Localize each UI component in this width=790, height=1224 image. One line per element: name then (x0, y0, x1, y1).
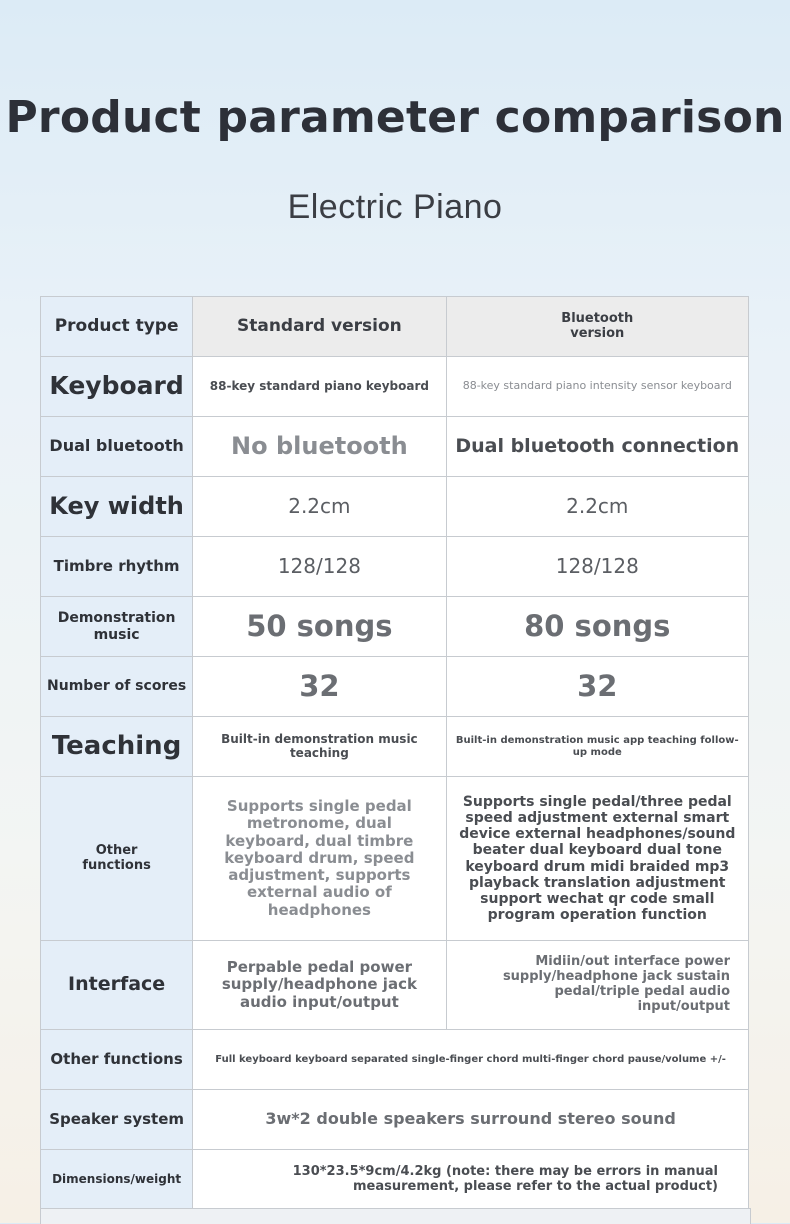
keyboard-standard: 88-key standard piano keyboard (193, 357, 446, 417)
row-label-dimensions-weight: Dimensions/weight (41, 1150, 193, 1210)
table-row (41, 597, 749, 657)
row-label-dual-bluetooth: Dual bluetooth (41, 417, 193, 477)
dimensions-weight-shared: 130*23.5*9cm/4.2kg (note: there may be errors in manual measurement, please refer to the actual product) (193, 1150, 749, 1210)
header-label: Product type (41, 297, 193, 357)
interface-standard: Perpable pedal power supply/headphone jack audio input/output (193, 941, 446, 1030)
table-bottom-edge (40, 1208, 751, 1224)
dual-bluetooth-bluetooth: Dual bluetooth connection (446, 417, 748, 477)
table-row (41, 417, 749, 477)
row-label-demonstration-music: Demonstration music (41, 597, 193, 657)
speaker-system-shared: 3w*2 double speakers surround stereo sound (193, 1090, 749, 1150)
header-standard: Standard version (193, 297, 446, 357)
row-label-interface: Interface (41, 941, 193, 1030)
timbre-rhythm-bluetooth: 128/128 (446, 537, 748, 597)
row-label-timbre-rhythm: Timbre rhythm (41, 537, 193, 597)
demonstration-music-standard: 50 songs (193, 597, 446, 657)
teaching-bluetooth: Built-in demonstration music app teaching follow-up mode (446, 717, 748, 777)
table-header-row (41, 297, 749, 357)
table-row (41, 537, 749, 597)
interface-bluetooth: Midiin/out interface power supply/headphone jack sustain pedal/triple pedal audio input/output (446, 941, 748, 1030)
table-row (41, 1150, 749, 1210)
row-label-key-width: Key width (41, 477, 193, 537)
table-row (41, 357, 749, 417)
table-row (41, 941, 749, 1030)
number-of-scores-bluetooth: 32 (446, 657, 748, 717)
row-label-other-functions-1: Other functions (41, 777, 193, 941)
page-subtitle: Electric Piano (287, 188, 503, 226)
comparison-table (40, 296, 749, 1210)
number-of-scores-standard: 32 (193, 657, 446, 717)
row-label-other-functions-2: Other functions (41, 1030, 193, 1090)
other-functions-standard: Supports single pedal metronome, dual keyboard, dual timbre keyboard drum, speed adjustment, supports external audio of headphones (193, 777, 446, 941)
teaching-standard: Built-in demonstration music teaching (193, 717, 446, 777)
key-width-bluetooth: 2.2cm (446, 477, 748, 537)
table-row (41, 477, 749, 537)
table-row (41, 1030, 749, 1090)
keyboard-bluetooth: 88-key standard piano intensity sensor keyboard (446, 357, 748, 417)
dual-bluetooth-standard: No bluetooth (193, 417, 446, 477)
key-width-standard: 2.2cm (193, 477, 446, 537)
table-row (41, 1090, 749, 1150)
row-label-number-of-scores: Number of scores (41, 657, 193, 717)
row-label-speaker-system: Speaker system (41, 1090, 193, 1150)
row-label-keyboard: Keyboard (41, 357, 193, 417)
demonstration-music-bluetooth: 80 songs (446, 597, 748, 657)
table-row (41, 717, 749, 777)
timbre-rhythm-standard: 128/128 (193, 537, 446, 597)
header-bluetooth: Bluetooth version (446, 297, 748, 357)
other-functions-shared: Full keyboard keyboard separated single-finger chord multi-finger chord pause/volume +/- (193, 1030, 749, 1090)
page-title: Product parameter comparison (5, 92, 785, 143)
row-label-teaching: Teaching (41, 717, 193, 777)
table-row (41, 657, 749, 717)
other-functions-bluetooth: Supports single pedal/three pedal speed adjustment external smart device external headphones/sound beater dual keyboard dual tone keyboard drum midi braided mp3 playback translation adjustment support wechat qr code small program operation function (446, 777, 748, 941)
table-row (41, 777, 749, 941)
